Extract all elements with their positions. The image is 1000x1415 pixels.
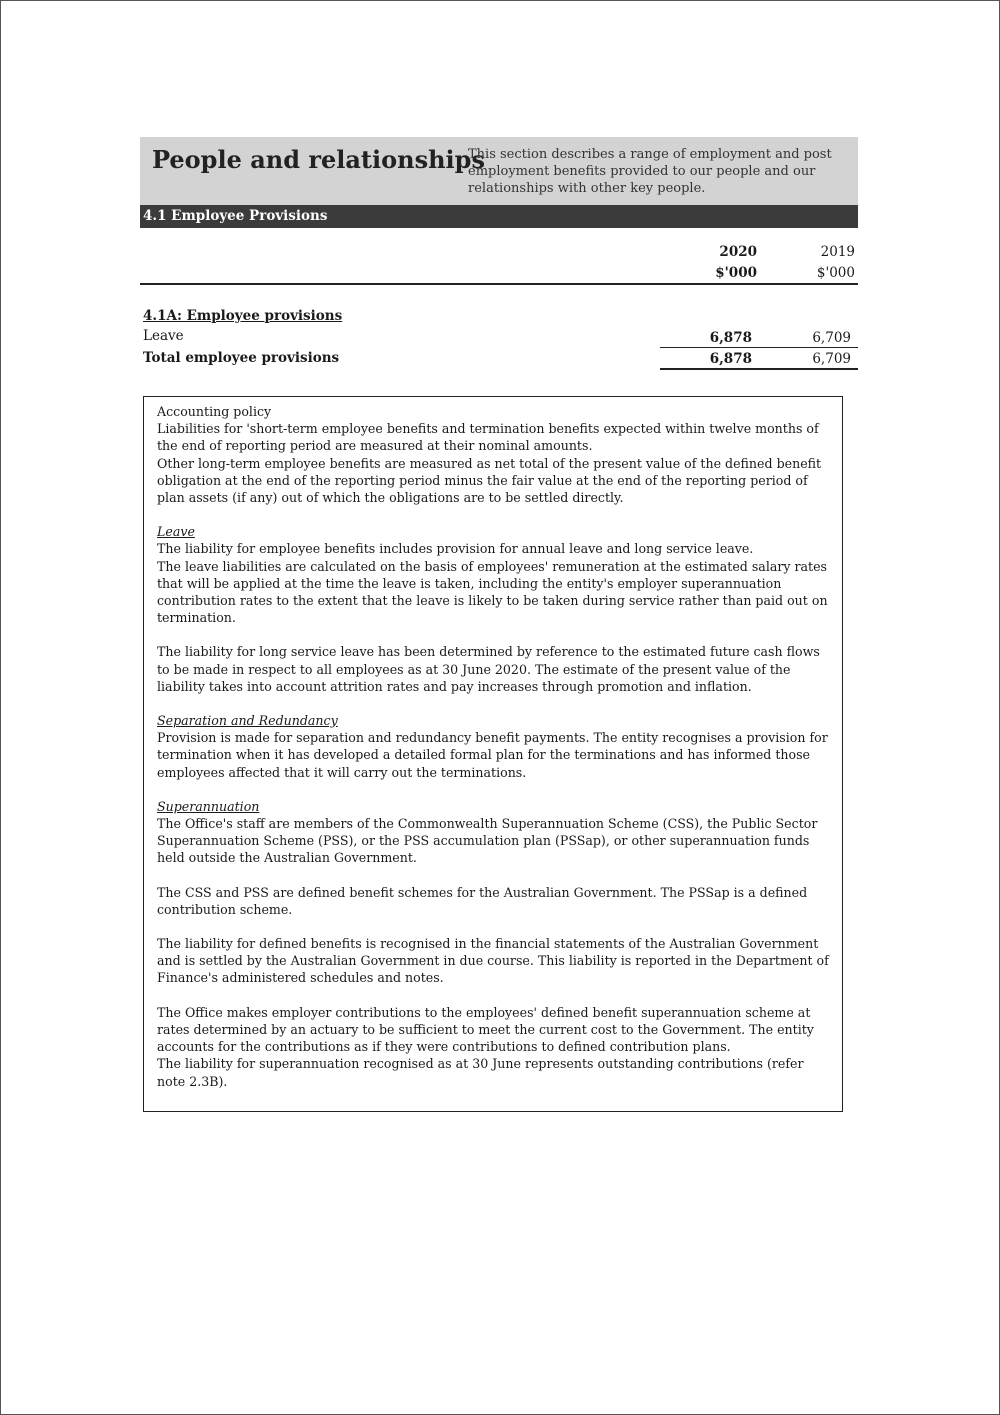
section-header	[140, 137, 858, 205]
total-rule	[660, 368, 858, 370]
superannuation-paragraph-3: The liability for defined benefits is recognised in the financial statements of the Australian Government and is settled by the Australian Government in due course. This liability is reported in the Department of Finance's administered schedules and notes.	[157, 936, 829, 986]
column-unit-2019: $'000	[816, 265, 855, 281]
row-label-leave: Leave	[143, 328, 184, 344]
separation-heading: Separation and Redundancy	[157, 713, 338, 729]
row-label-total: Total employee provisions	[143, 350, 340, 366]
policy-intro-1: Liabilities for 'short-term employee benefits and termination benefits expected within twelve months of the end of reporting period are measured at their nominal amounts.	[157, 421, 819, 454]
superannuation-paragraph-2: The CSS and PSS are defined benefit schemes for the Australian Government. The PSSap is a defined contribution scheme.	[157, 884, 808, 917]
superannuation-heading: Superannuation	[157, 798, 260, 814]
header-rule	[140, 283, 858, 285]
value-total-2019: 6,709	[812, 351, 851, 367]
superannuation-paragraph-4: The Office makes employer contributions to the employees' defined benefit superannuation scheme at rates determined by an actuary to be sufficient to meet the current cost to the Government. The entity accounts for the contributions as if they were contributions to defined contribution plans.	[157, 1004, 814, 1055]
value-leave-2019: 6,709	[812, 330, 851, 346]
policy-intro-2: Other long-term employee benefits are measured as net total of the present value of the defined benefit obligation at the end of the reporting period minus the fair value at the end of the reporting period of plan assets (if any) out of which the obligations are to be settled directly.	[157, 455, 822, 506]
value-leave-2020: 6,878	[709, 330, 752, 346]
accounting-policy-text	[157, 403, 833, 1090]
superannuation-paragraph-1: The Office's staff are members of the Commonwealth Superannuation Scheme (CSS), the Public Sector Superannuation Scheme (PSS), or the PSS accumulation plan (PSSap), or other superannuation funds held outside the Australian Government.	[157, 816, 818, 866]
separation-paragraph: Provision is made for separation and redundancy benefit payments. The entity recognises a provision for termination when it has developed a detailed formal plan for the terminations and has informed those employees affected that it will carry out the terminations.	[157, 730, 828, 780]
section-description: This section describes a range of employment and post employment benefits provided to our people and our relationships with other key people.	[468, 147, 832, 196]
column-year-2019: 2019	[820, 244, 855, 260]
accounting-policy-box	[143, 396, 843, 1112]
subsection-header	[140, 205, 858, 228]
note-title: 4.1A: Employee provisions	[143, 308, 343, 324]
leave-paragraph-1: The liability for employee benefits includes provision for annual leave and long service leave.	[157, 541, 754, 557]
column-year-2020: 2020	[719, 244, 757, 260]
column-unit-2020: $'000	[715, 265, 757, 281]
subsection-title: 4.1 Employee Provisions	[143, 208, 328, 224]
subtotal-rule	[660, 347, 858, 348]
policy-heading: Accounting policy	[157, 404, 272, 419]
value-total-2020: 6,878	[709, 351, 752, 367]
long-service-paragraph: The liability for long service leave has been determined by reference to the estimated future cash flows to be made in respect to all employees as at 30 June 2020. The estimate of the present value of the liability takes into account attrition rates and pay increases through promotion and inflation.	[157, 644, 820, 694]
superannuation-paragraph-5: The liability for superannuation recognised as at 30 June represents outstanding contributions (refer note 2.3B).	[157, 1056, 804, 1089]
section-title: People and relationships	[152, 145, 485, 174]
leave-heading: Leave	[157, 524, 195, 540]
leave-paragraph-2: The leave liabilities are calculated on the basis of employees' remuneration at the estimated salary rates that will be applied at the time the leave is taken, including the entity's employer superannuation contribution rates to the extent that the leave is likely to be taken during service rather than paid out on termination.	[157, 558, 828, 626]
